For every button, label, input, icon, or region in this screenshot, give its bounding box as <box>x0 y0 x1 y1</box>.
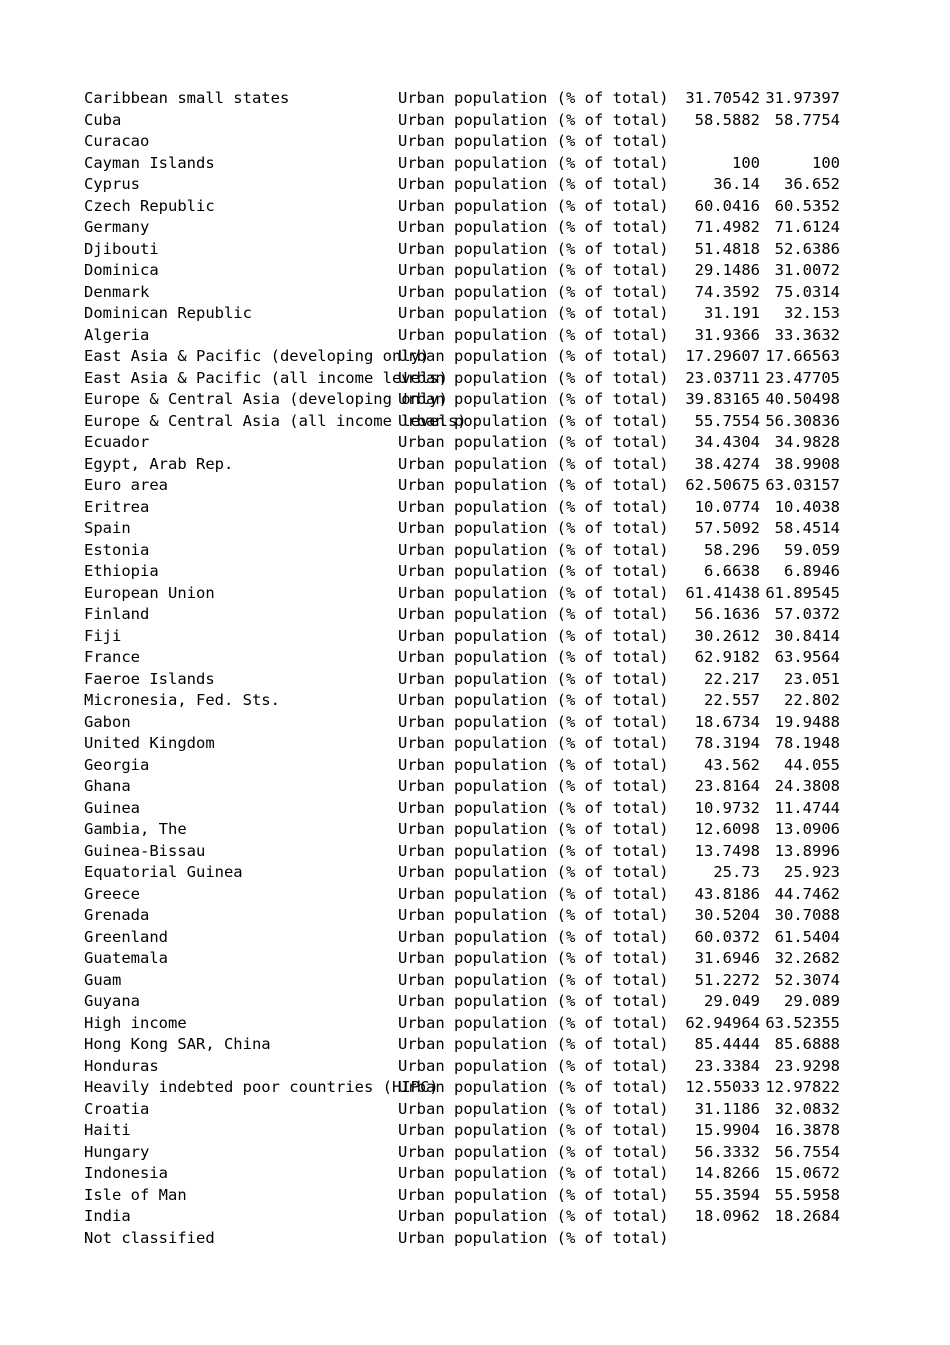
table-row <box>0 454 950 476</box>
indicator-name-cell: Urban population (% of total) <box>398 89 669 107</box>
indicator-name-cell: Urban population (% of total) <box>398 132 669 150</box>
indicator-name-cell: Urban population (% of total) <box>398 841 669 860</box>
indicator-name-cell: Urban population (% of total) <box>398 1164 669 1182</box>
value-cell-1: 31.9366 <box>694 325 760 344</box>
value-cell-1: 18.0962 <box>694 1207 760 1225</box>
table-row <box>0 819 950 841</box>
indicator-name-cell: Urban population (% of total) <box>398 583 669 602</box>
table-row <box>0 948 950 970</box>
country-name-cell: Caribbean small states <box>84 89 290 107</box>
country-name-cell: Guinea <box>84 798 140 817</box>
indicator-name-cell: Urban population (% of total) <box>398 454 669 473</box>
value-cell-2: 12.97822 <box>765 1078 840 1096</box>
value-cell-1: 18.6734 <box>694 712 760 731</box>
country-name-cell: Djibouti <box>84 239 159 258</box>
country-name-cell: Not classified <box>84 1228 215 1247</box>
value-cell-1: 57.5092 <box>694 519 760 537</box>
country-name-cell: Estonia <box>84 540 150 559</box>
table-row <box>0 239 950 261</box>
indicator-name-cell: Urban population (% of total) <box>398 734 669 752</box>
value-cell-2: 18.2684 <box>774 1207 840 1225</box>
country-name-cell: Egypt, Arab Rep. <box>84 454 234 473</box>
indicator-name-cell: Urban population (% of total) <box>398 949 669 967</box>
value-cell-1: 74.3592 <box>694 282 760 301</box>
value-cell-1: 14.8266 <box>694 1164 760 1182</box>
indicator-name-cell: Urban population (% of total) <box>398 626 669 645</box>
table-row <box>0 540 950 562</box>
table-row <box>0 518 950 540</box>
value-cell-1: 62.50675 <box>685 476 760 494</box>
value-cell-2: 56.30836 <box>765 411 840 430</box>
table-row <box>0 1077 950 1099</box>
table-row <box>0 88 950 110</box>
country-name-cell: Isle of Man <box>84 1185 187 1204</box>
table-row <box>0 1228 950 1250</box>
value-cell-1: 100 <box>732 153 760 172</box>
indicator-name-cell: Urban population (% of total) <box>398 304 669 322</box>
table-row <box>0 604 950 626</box>
table-row <box>0 647 950 669</box>
table-row <box>0 303 950 325</box>
value-cell-2: 44.055 <box>784 755 840 774</box>
value-cell-2: 33.3632 <box>774 325 840 344</box>
indicator-name-cell: Urban population (% of total) <box>398 1078 669 1096</box>
value-cell-2: 32.2682 <box>774 949 840 967</box>
data-sheet <box>0 88 950 1249</box>
value-cell-1: 17.29607 <box>685 347 760 365</box>
value-cell-2: 10.4038 <box>774 497 840 516</box>
value-cell-1: 22.217 <box>704 669 760 688</box>
indicator-name-cell: Urban population (% of total) <box>398 691 669 709</box>
table-row <box>0 841 950 863</box>
indicator-name-cell: Urban population (% of total) <box>398 605 669 623</box>
value-cell-2: 24.3808 <box>774 777 840 795</box>
country-name-cell: Greece <box>84 884 140 903</box>
table-row <box>0 346 950 368</box>
table-row <box>0 389 950 411</box>
value-cell-2: 23.9298 <box>774 1056 840 1075</box>
country-name-cell: Ethiopia <box>84 562 159 580</box>
country-name-cell: Greenland <box>84 927 168 946</box>
value-cell-2: 29.089 <box>784 992 840 1010</box>
value-cell-2: 15.0672 <box>774 1164 840 1182</box>
value-cell-2: 16.3878 <box>774 1121 840 1139</box>
table-row <box>0 905 950 927</box>
value-cell-1: 36.14 <box>713 175 760 193</box>
value-cell-2: 23.47705 <box>765 368 840 387</box>
value-cell-2: 63.03157 <box>765 476 840 494</box>
indicator-name-cell: Urban population (% of total) <box>398 777 669 795</box>
country-name-cell: East Asia & Pacific (all income levels) <box>84 368 448 387</box>
value-cell-1: 29.1486 <box>694 261 760 279</box>
country-name-cell: Euro area <box>84 476 168 494</box>
value-cell-1: 12.55033 <box>685 1078 760 1096</box>
value-cell-2: 6.8946 <box>784 562 840 580</box>
value-cell-2: 34.9828 <box>774 433 840 451</box>
country-name-cell: Faeroe Islands <box>84 669 215 688</box>
country-name-cell: Cyprus <box>84 175 140 193</box>
country-name-cell: United Kingdom <box>84 734 215 752</box>
table-row <box>0 411 950 433</box>
value-cell-2: 55.5958 <box>774 1185 840 1204</box>
country-name-cell: Dominica <box>84 261 159 279</box>
indicator-name-cell: Urban population (% of total) <box>398 798 669 817</box>
value-cell-2: 60.5352 <box>774 196 840 215</box>
table-row <box>0 1099 950 1121</box>
value-cell-1: 62.9182 <box>694 648 760 666</box>
table-row <box>0 669 950 691</box>
value-cell-1: 31.6946 <box>694 949 760 967</box>
value-cell-2: 78.1948 <box>774 734 840 752</box>
value-cell-1: 51.2272 <box>694 970 760 989</box>
country-name-cell: Honduras <box>84 1056 159 1075</box>
value-cell-2: 31.0072 <box>774 261 840 279</box>
country-name-cell: Heavily indebted poor countries (HIPC) <box>84 1078 439 1096</box>
table-row <box>0 110 950 132</box>
value-cell-1: 23.03711 <box>685 368 760 387</box>
country-name-cell: Hong Kong SAR, China <box>84 1035 271 1053</box>
value-cell-1: 23.8164 <box>694 777 760 795</box>
table-row <box>0 131 950 153</box>
country-name-cell: India <box>84 1207 131 1225</box>
country-name-cell: European Union <box>84 583 215 602</box>
country-name-cell: Haiti <box>84 1121 131 1139</box>
country-name-cell: Dominican Republic <box>84 304 252 322</box>
country-name-cell: Micronesia, Fed. Sts. <box>84 691 280 709</box>
country-name-cell: Fiji <box>84 626 122 645</box>
country-name-cell: Eritrea <box>84 497 150 516</box>
indicator-name-cell: Urban population (% of total) <box>398 562 669 580</box>
value-cell-2: 32.153 <box>784 304 840 322</box>
country-name-cell: Grenada <box>84 906 150 924</box>
indicator-name-cell: Urban population (% of total) <box>398 110 669 129</box>
value-cell-1: 71.4982 <box>694 218 760 236</box>
value-cell-2: 25.923 <box>784 863 840 881</box>
value-cell-1: 6.6638 <box>704 562 760 580</box>
indicator-name-cell: Urban population (% of total) <box>398 261 669 279</box>
country-name-cell: Guam <box>84 970 122 989</box>
value-cell-2: 52.6386 <box>774 239 840 258</box>
value-cell-1: 12.6098 <box>694 820 760 838</box>
country-name-cell: Germany <box>84 218 150 236</box>
indicator-name-cell: Urban population (% of total) <box>398 970 669 989</box>
country-name-cell: Guatemala <box>84 949 168 967</box>
table-row <box>0 712 950 734</box>
indicator-name-cell: Urban population (% of total) <box>398 863 669 881</box>
indicator-name-cell: Urban population (% of total) <box>398 519 669 537</box>
table-row <box>0 733 950 755</box>
value-cell-2: 38.9908 <box>774 454 840 473</box>
table-row <box>0 561 950 583</box>
value-cell-1: 85.4444 <box>694 1035 760 1053</box>
country-name-cell: Europe & Central Asia (all income levels) <box>84 411 467 430</box>
country-name-cell: East Asia & Pacific (developing only) <box>84 347 430 365</box>
indicator-name-cell: Urban population (% of total) <box>398 927 669 946</box>
value-cell-1: 43.562 <box>704 755 760 774</box>
value-cell-2: 52.3074 <box>774 970 840 989</box>
table-row <box>0 991 950 1013</box>
value-cell-2: 63.52355 <box>765 1013 840 1032</box>
country-name-cell: Algeria <box>84 325 150 344</box>
country-name-cell: Guyana <box>84 992 140 1010</box>
country-name-cell: Denmark <box>84 282 150 301</box>
indicator-name-cell: Urban population (% of total) <box>398 239 669 258</box>
table-row <box>0 432 950 454</box>
value-cell-1: 60.0416 <box>694 196 760 215</box>
country-name-cell: Indonesia <box>84 1164 168 1182</box>
table-row <box>0 153 950 175</box>
indicator-name-cell: Urban population (% of total) <box>398 347 669 365</box>
indicator-name-cell: Urban population (% of total) <box>398 712 669 731</box>
country-name-cell: Europe & Central Asia (developing only) <box>84 390 448 408</box>
table-row <box>0 1185 950 1207</box>
indicator-name-cell: Urban population (% of total) <box>398 1121 669 1139</box>
table-row <box>0 798 950 820</box>
indicator-name-cell: Urban population (% of total) <box>398 992 669 1010</box>
indicator-name-cell: Urban population (% of total) <box>398 476 669 494</box>
table-row <box>0 368 950 390</box>
indicator-name-cell: Urban population (% of total) <box>398 669 669 688</box>
value-cell-1: 62.94964 <box>685 1013 760 1032</box>
value-cell-2: 31.97397 <box>765 89 840 107</box>
country-name-cell: Cayman Islands <box>84 153 215 172</box>
indicator-name-cell: Urban population (% of total) <box>398 1142 669 1161</box>
country-name-cell: Gabon <box>84 712 131 731</box>
value-cell-2: 58.4514 <box>774 519 840 537</box>
table-row <box>0 970 950 992</box>
country-name-cell: Georgia <box>84 755 150 774</box>
value-cell-2: 13.0906 <box>774 820 840 838</box>
table-row <box>0 927 950 949</box>
indicator-name-cell: Urban population (% of total) <box>398 648 669 666</box>
value-cell-1: 31.1186 <box>694 1099 760 1118</box>
indicator-name-cell: Urban population (% of total) <box>398 325 669 344</box>
value-cell-1: 51.4818 <box>694 239 760 258</box>
indicator-name-cell: Urban population (% of total) <box>398 153 669 172</box>
indicator-name-cell: Urban population (% of total) <box>398 1035 669 1053</box>
value-cell-2: 57.0372 <box>774 605 840 623</box>
table-row <box>0 583 950 605</box>
value-cell-1: 56.3332 <box>694 1142 760 1161</box>
country-name-cell: Ghana <box>84 777 131 795</box>
value-cell-2: 40.50498 <box>765 390 840 408</box>
value-cell-1: 23.3384 <box>694 1056 760 1075</box>
indicator-name-cell: Urban population (% of total) <box>398 196 669 215</box>
country-name-cell: Gambia, The <box>84 820 187 838</box>
value-cell-1: 29.049 <box>704 992 760 1010</box>
value-cell-1: 10.0774 <box>694 497 760 516</box>
indicator-name-cell: Urban population (% of total) <box>398 497 669 516</box>
value-cell-1: 43.8186 <box>694 884 760 903</box>
country-name-cell: Spain <box>84 519 131 537</box>
value-cell-1: 34.4304 <box>694 433 760 451</box>
value-cell-1: 58.5882 <box>694 110 760 129</box>
indicator-name-cell: Urban population (% of total) <box>398 884 669 903</box>
indicator-name-cell: Urban population (% of total) <box>398 540 669 559</box>
country-name-cell: Equatorial Guinea <box>84 863 243 881</box>
indicator-name-cell: Urban population (% of total) <box>398 1207 669 1225</box>
value-cell-2: 44.7462 <box>774 884 840 903</box>
value-cell-1: 60.0372 <box>694 927 760 946</box>
indicator-name-cell: Urban population (% of total) <box>398 175 669 193</box>
value-cell-1: 78.3194 <box>694 734 760 752</box>
country-name-cell: Cuba <box>84 110 122 129</box>
indicator-name-cell: Urban population (% of total) <box>398 368 669 387</box>
value-cell-1: 22.557 <box>704 691 760 709</box>
value-cell-2: 30.8414 <box>774 626 840 645</box>
indicator-name-cell: Urban population (% of total) <box>398 1228 669 1247</box>
value-cell-1: 56.1636 <box>694 605 760 623</box>
value-cell-2: 22.802 <box>784 691 840 709</box>
value-cell-2: 59.059 <box>784 540 840 559</box>
value-cell-2: 61.89545 <box>765 583 840 602</box>
value-cell-2: 32.0832 <box>774 1099 840 1118</box>
value-cell-2: 11.4744 <box>774 798 840 817</box>
value-cell-1: 38.4274 <box>694 454 760 473</box>
table-row <box>0 1120 950 1142</box>
table-row <box>0 325 950 347</box>
indicator-name-cell: Urban population (% of total) <box>398 1099 669 1118</box>
table-row <box>0 690 950 712</box>
indicator-name-cell: Urban population (% of total) <box>398 390 669 408</box>
indicator-name-cell: Urban population (% of total) <box>398 433 669 451</box>
indicator-name-cell: Urban population (% of total) <box>398 411 669 430</box>
country-name-cell: Curacao <box>84 132 150 150</box>
country-name-cell: Czech Republic <box>84 196 215 215</box>
table-row <box>0 626 950 648</box>
value-cell-1: 58.296 <box>704 540 760 559</box>
value-cell-2: 23.051 <box>784 669 840 688</box>
table-row <box>0 884 950 906</box>
value-cell-1: 10.9732 <box>694 798 760 817</box>
table-row <box>0 755 950 777</box>
value-cell-2: 19.9488 <box>774 712 840 731</box>
value-cell-1: 30.5204 <box>694 906 760 924</box>
country-name-cell: High income <box>84 1013 187 1032</box>
value-cell-2: 58.7754 <box>774 110 840 129</box>
indicator-name-cell: Urban population (% of total) <box>398 282 669 301</box>
value-cell-2: 71.6124 <box>774 218 840 236</box>
table-row <box>0 196 950 218</box>
table-row <box>0 1056 950 1078</box>
table-row <box>0 1206 950 1228</box>
value-cell-1: 39.83165 <box>685 390 760 408</box>
value-cell-1: 13.7498 <box>694 841 760 860</box>
value-cell-2: 100 <box>812 153 840 172</box>
value-cell-2: 56.7554 <box>774 1142 840 1161</box>
value-cell-1: 31.191 <box>704 304 760 322</box>
table-row <box>0 260 950 282</box>
value-cell-1: 31.70542 <box>685 89 760 107</box>
table-row <box>0 475 950 497</box>
indicator-name-cell: Urban population (% of total) <box>398 1013 669 1032</box>
value-cell-1: 55.7554 <box>694 411 760 430</box>
value-cell-1: 55.3594 <box>694 1185 760 1204</box>
table-row <box>0 174 950 196</box>
indicator-name-cell: Urban population (% of total) <box>398 1056 669 1075</box>
value-cell-1: 25.73 <box>713 863 760 881</box>
value-cell-1: 15.9904 <box>694 1121 760 1139</box>
value-cell-1: 61.41438 <box>685 583 760 602</box>
value-cell-2: 13.8996 <box>774 841 840 860</box>
value-cell-2: 85.6888 <box>774 1035 840 1053</box>
country-name-cell: Finland <box>84 605 150 623</box>
country-name-cell: Hungary <box>84 1142 150 1161</box>
table-row <box>0 497 950 519</box>
value-cell-1: 30.2612 <box>694 626 760 645</box>
value-cell-2: 30.7088 <box>774 906 840 924</box>
table-row <box>0 1163 950 1185</box>
country-name-cell: France <box>84 648 140 666</box>
country-name-cell: Guinea-Bissau <box>84 841 206 860</box>
table-row <box>0 862 950 884</box>
indicator-name-cell: Urban population (% of total) <box>398 906 669 924</box>
value-cell-2: 61.5404 <box>774 927 840 946</box>
value-cell-2: 75.0314 <box>774 282 840 301</box>
table-row <box>0 282 950 304</box>
indicator-name-cell: Urban population (% of total) <box>398 755 669 774</box>
table-row <box>0 776 950 798</box>
value-cell-2: 17.66563 <box>765 347 840 365</box>
table-row <box>0 217 950 239</box>
indicator-name-cell: Urban population (% of total) <box>398 218 669 236</box>
table-row <box>0 1034 950 1056</box>
value-cell-2: 36.652 <box>784 175 840 193</box>
table-row <box>0 1142 950 1164</box>
table-row <box>0 1013 950 1035</box>
indicator-name-cell: Urban population (% of total) <box>398 1185 669 1204</box>
country-name-cell: Croatia <box>84 1099 150 1118</box>
indicator-name-cell: Urban population (% of total) <box>398 820 669 838</box>
value-cell-2: 63.9564 <box>774 648 840 666</box>
country-name-cell: Ecuador <box>84 433 150 451</box>
